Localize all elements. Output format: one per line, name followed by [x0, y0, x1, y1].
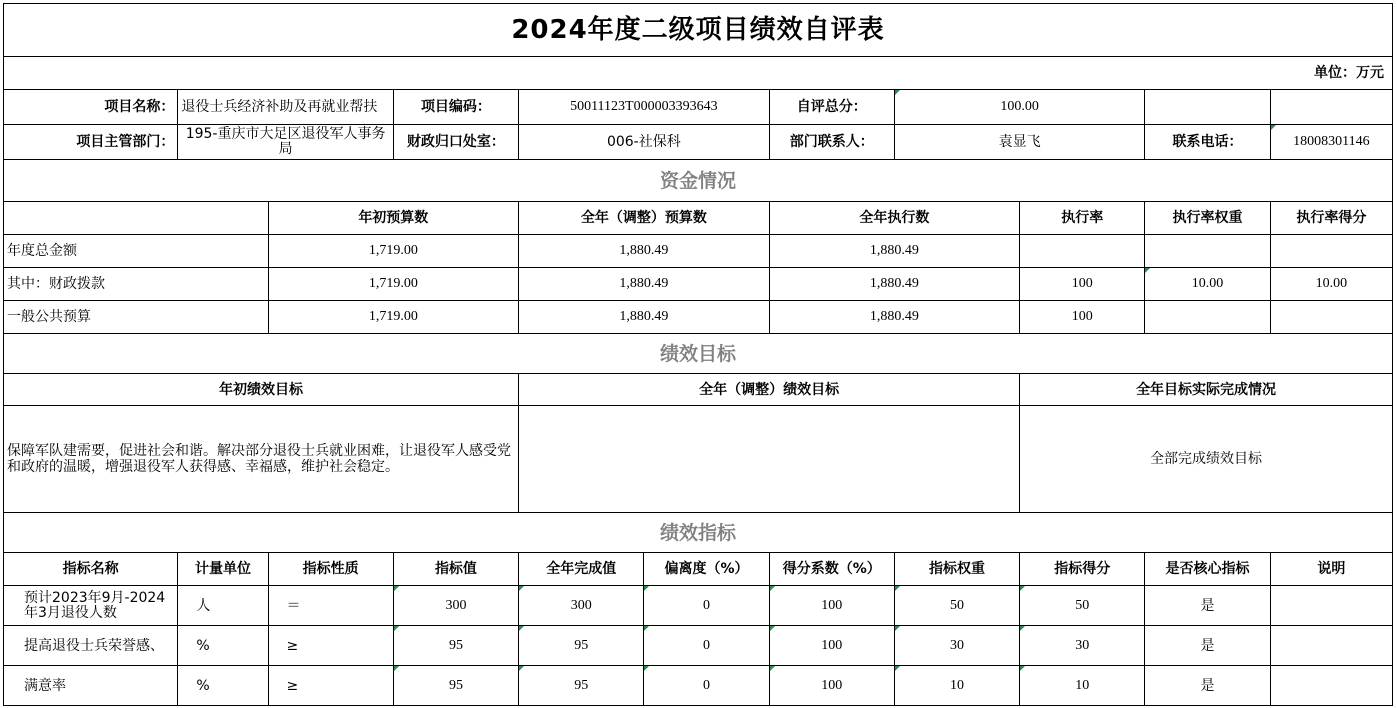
funds-rate: 100	[1020, 268, 1145, 301]
ind-score: 10	[1020, 666, 1145, 706]
unit-label: 单位：万元	[4, 57, 1393, 90]
goals-adjusted-text	[519, 406, 1020, 513]
goals-header-adjusted: 全年（调整）绩效目标	[519, 374, 1020, 406]
finance-label: 财政归口处室：	[393, 125, 518, 160]
ind-header-deviation: 偏离度（%）	[644, 553, 769, 586]
funds-header-score: 执行率得分	[1270, 202, 1392, 235]
ind-unit: %	[178, 666, 268, 706]
funds-section-title: 资金情况	[4, 160, 1393, 202]
goals-header-actual: 全年目标实际完成情况	[1020, 374, 1393, 406]
ind-coef: 100	[769, 586, 894, 626]
indicators-section-title: 绩效指标	[4, 513, 1393, 553]
ind-name: 提高退役士兵荣誉感、	[4, 626, 178, 666]
funds-header-executed: 全年执行数	[769, 202, 1020, 235]
project-name-label: 项目名称：	[4, 90, 178, 125]
ind-unit: 人	[178, 586, 268, 626]
empty-cell	[1270, 90, 1392, 125]
table-row	[4, 235, 1393, 268]
funds-row-label: 一般公共预算	[4, 301, 269, 334]
ind-target: 95	[393, 626, 518, 666]
ind-weight: 30	[894, 626, 1019, 666]
ind-deviation: 0	[644, 586, 769, 626]
ind-core: 是	[1145, 626, 1270, 666]
funds-score: 10.00	[1270, 268, 1392, 301]
funds-header-rate: 执行率	[1020, 202, 1145, 235]
funds-adjusted: 1,880.49	[519, 301, 770, 334]
funds-header-weight: 执行率权重	[1145, 202, 1270, 235]
goals-header-initial: 年初绩效目标	[4, 374, 519, 406]
project-code-label: 项目编码：	[393, 90, 518, 125]
ind-header-unit: 计量单位	[178, 553, 268, 586]
project-code-value: 50011123T000003393643	[519, 90, 770, 125]
ind-header-weight: 指标权重	[894, 553, 1019, 586]
finance-value: 006-社保科	[519, 125, 770, 160]
funds-weight: 10.00	[1145, 268, 1270, 301]
table-row	[4, 268, 1393, 301]
funds-executed: 1,880.49	[769, 301, 1020, 334]
table-row	[4, 626, 1393, 666]
ind-nature: ≥	[268, 626, 393, 666]
funds-adjusted: 1,880.49	[519, 235, 770, 268]
funds-initial: 1,719.00	[268, 235, 519, 268]
contact-label: 部门联系人：	[769, 125, 894, 160]
funds-row-label: 年度总金额	[4, 235, 269, 268]
funds-executed: 1,880.49	[769, 268, 1020, 301]
phone-label: 联系电话：	[1145, 125, 1270, 160]
ind-header-nature: 指标性质	[268, 553, 393, 586]
contact-value: 袁显飞	[894, 125, 1145, 160]
evaluation-sheet	[3, 3, 1393, 708]
funds-executed: 1,880.49	[769, 235, 1020, 268]
funds-initial: 1,719.00	[268, 268, 519, 301]
empty-cell	[1145, 90, 1270, 125]
ind-coef: 100	[769, 626, 894, 666]
ind-core: 是	[1145, 586, 1270, 626]
dept-value: 195-重庆市大足区退役军人事务局	[178, 125, 393, 160]
table-row	[4, 666, 1393, 706]
ind-deviation: 0	[644, 626, 769, 666]
score-label: 自评总分：	[769, 90, 894, 125]
ind-target: 300	[393, 586, 518, 626]
project-name-value: 退役士兵经济补助及再就业帮扶	[178, 90, 393, 125]
page-title: 2024年度二级项目绩效自评表	[4, 4, 1393, 57]
dept-label: 项目主管部门：	[4, 125, 178, 160]
ind-coef: 100	[769, 666, 894, 706]
ind-header-target: 指标值	[393, 553, 518, 586]
ind-score: 50	[1020, 586, 1145, 626]
funds-row-label: 其中：财政拨款	[4, 268, 269, 301]
table-row	[4, 301, 1393, 334]
ind-header-coef: 得分系数（%）	[769, 553, 894, 586]
score-value: 100.00	[894, 90, 1145, 125]
funds-adjusted: 1,880.49	[519, 268, 770, 301]
ind-unit: %	[178, 626, 268, 666]
ind-header-core: 是否核心指标	[1145, 553, 1270, 586]
ind-header-note: 说明	[1270, 553, 1392, 586]
ind-nature: ＝	[268, 586, 393, 626]
funds-score	[1270, 235, 1392, 268]
funds-rate	[1020, 235, 1145, 268]
phone-value: 18008301146	[1270, 125, 1392, 160]
funds-header-initial: 年初预算数	[268, 202, 519, 235]
ind-note	[1270, 666, 1392, 706]
ind-header-score: 指标得分	[1020, 553, 1145, 586]
ind-weight: 10	[894, 666, 1019, 706]
evaluation-table	[3, 3, 1393, 706]
ind-score: 30	[1020, 626, 1145, 666]
ind-actual: 300	[519, 586, 644, 626]
ind-deviation: 0	[644, 666, 769, 706]
goals-initial-text: 保障军队建需要，促进社会和谐。解决部分退役士兵就业困难，让退役军人感受党和政府的温暖，增强退役军人获得感、幸福感，维护社会稳定。	[4, 406, 519, 513]
ind-weight: 50	[894, 586, 1019, 626]
table-row	[4, 586, 1393, 626]
funds-score	[1270, 301, 1392, 334]
goals-actual-text: 全部完成绩效目标	[1020, 406, 1393, 513]
funds-header-adjusted: 全年（调整）预算数	[519, 202, 770, 235]
goals-section-title: 绩效目标	[4, 334, 1393, 374]
ind-note	[1270, 586, 1392, 626]
ind-actual: 95	[519, 626, 644, 666]
ind-actual: 95	[519, 666, 644, 706]
funds-weight	[1145, 301, 1270, 334]
ind-note	[1270, 626, 1392, 666]
ind-nature: ≥	[268, 666, 393, 706]
ind-core: 是	[1145, 666, 1270, 706]
funds-rate: 100	[1020, 301, 1145, 334]
ind-header-actual: 全年完成值	[519, 553, 644, 586]
empty-cell	[4, 202, 269, 235]
ind-name: 满意率	[4, 666, 178, 706]
ind-name: 预计2023年9月-2024年3月退役人数	[4, 586, 178, 626]
ind-target: 95	[393, 666, 518, 706]
ind-header-name: 指标名称	[4, 553, 178, 586]
funds-initial: 1,719.00	[268, 301, 519, 334]
funds-weight	[1145, 235, 1270, 268]
